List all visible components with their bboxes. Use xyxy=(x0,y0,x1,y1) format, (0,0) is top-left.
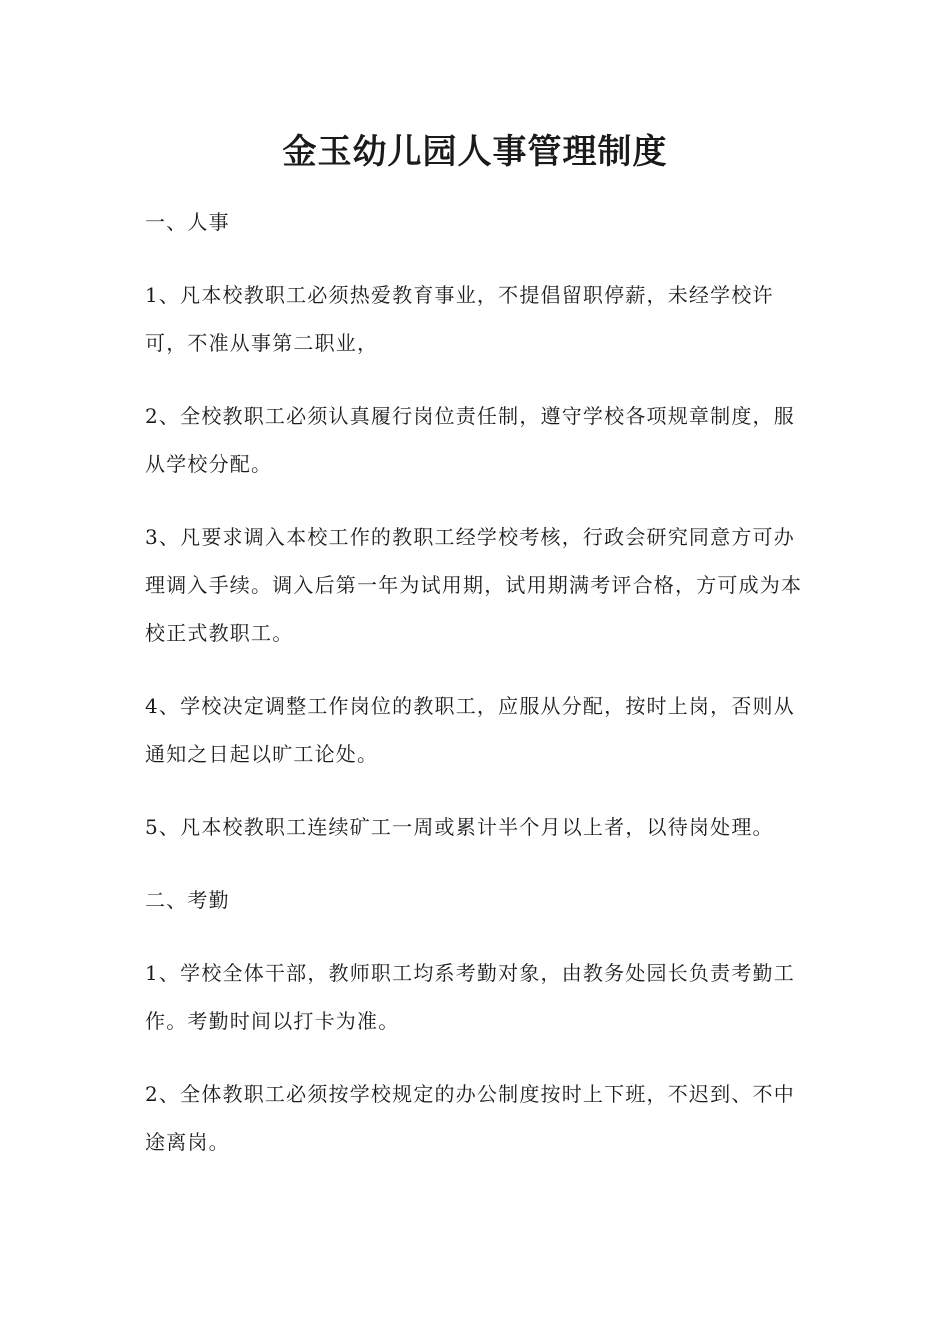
paragraph: 5、凡本校教职工连续矿工一周或累计半个月以上者，以待岗处理。 xyxy=(145,815,774,839)
paragraph: 2、全体教职工必须按学校规定的办公制度按时上下班，不迟到、不中途离岗。 xyxy=(145,1082,795,1154)
section-heading-attendance: 二、考勤 xyxy=(145,888,230,912)
paragraph: 3、凡要求调入本校工作的教职工经学校考核，行政会研究同意方可办理调入手续。调入后第一年为试用期，试用期满考评合格，方可成为本校正式教职工。 xyxy=(145,525,803,645)
paragraph: 4、学校决定调整工作岗位的教职工，应服从分配，按时上岗，否则从通知之日起以旷工论处。 xyxy=(145,694,795,766)
document-title: 金玉幼儿园人事管理制度 xyxy=(282,132,668,172)
paragraph: 1、学校全体干部，教师职工均系考勤对象，由教务处园长负责考勤工作。考勤时间以打卡为准。 xyxy=(145,961,795,1033)
paragraph: 1、凡本校教职工必须热爱教育事业，不提倡留职停薪，未经学校许可，不准从事第二职业， xyxy=(145,283,774,355)
document-body xyxy=(145,198,815,1166)
paragraph: 2、全校教职工必须认真履行岗位责任制，遵守学校各项规章制度，服从学校分配。 xyxy=(145,404,795,476)
section-heading-personnel: 一、人事 xyxy=(145,210,230,234)
